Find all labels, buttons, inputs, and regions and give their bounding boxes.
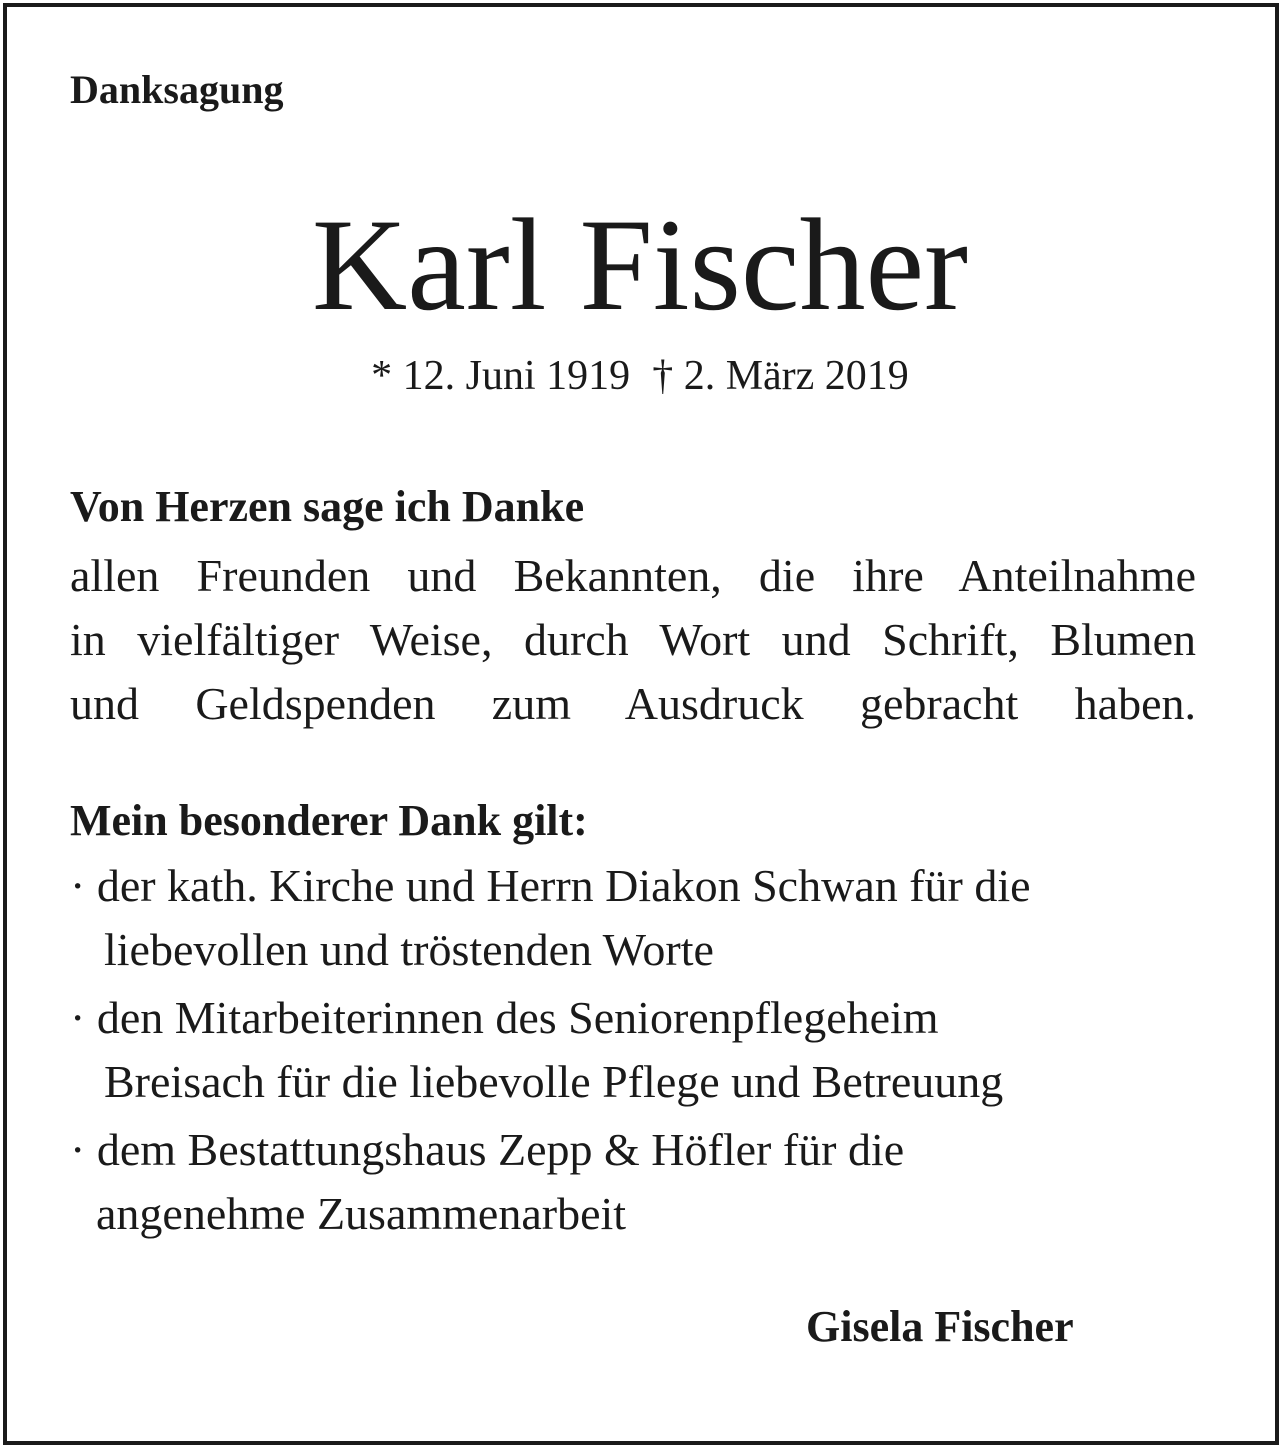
special-item-2-line-2: Breisach für die liebevolle Pflege und Betreuung	[104, 1056, 1004, 1107]
special-thanks-heading: Mein besonderer Dank gilt:	[70, 796, 588, 845]
signature: Gisela Fischer	[806, 1302, 1074, 1351]
special-item-1-line-1: · der kath. Kirche und Herrn Diakon Schwan für die	[70, 860, 1031, 911]
special-item-3-line-2: angenehme Zusammenarbeit	[96, 1188, 627, 1239]
thanks-line-1: allen Freunden und Bekannten, die ihre Anteilnahme	[70, 550, 1196, 601]
special-item-1-line-2: liebevollen und tröstenden Worte	[104, 924, 714, 975]
thanks-line-3: und Geldspenden zum Ausdruck gebracht haben.	[70, 678, 1196, 729]
birth-date: * 12. Juni 1919	[371, 353, 631, 399]
deceased-name: Karl Fischer	[311, 191, 969, 338]
death-date: † 2. März 2019	[652, 353, 909, 399]
notice-header: Danksagung	[70, 67, 284, 112]
thanks-line-2: in vielfältiger Weise, durch Wort und Schrift, Blumen	[70, 614, 1196, 665]
special-item-2-line-1: · den Mitarbeiterinnen des Seniorenpflegeheim	[70, 992, 939, 1043]
life-dates	[0, 350, 1280, 402]
thanks-heading: Von Herzen sage ich Danke	[70, 482, 585, 531]
special-item-3-line-1: · dem Bestattungshaus Zepp & Höfler für die	[70, 1124, 905, 1175]
